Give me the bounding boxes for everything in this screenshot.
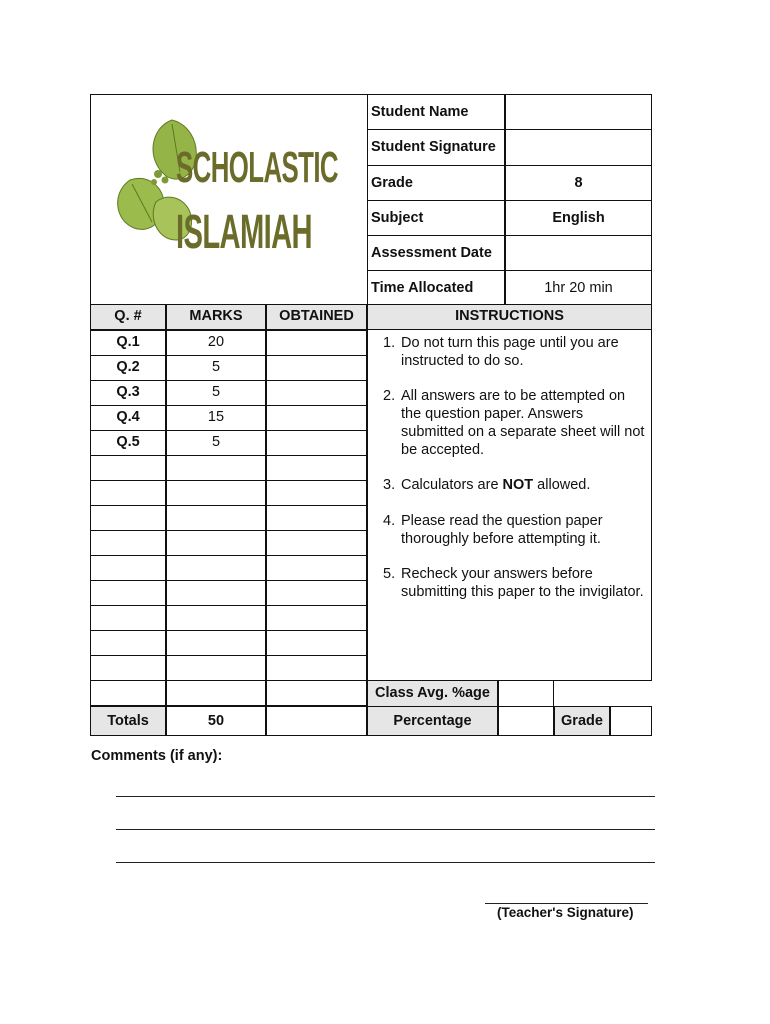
obtained-cell[interactable] bbox=[266, 655, 367, 681]
percentage-label: Percentage bbox=[393, 713, 472, 729]
marks-cell-text: 5 bbox=[211, 359, 221, 375]
obtained-cell[interactable] bbox=[266, 605, 367, 631]
info-label: Student Name bbox=[371, 104, 469, 120]
header-question-label: Q. # bbox=[114, 308, 142, 324]
instruction-item bbox=[383, 565, 648, 623]
instruction-text-before: Calculators are bbox=[401, 477, 503, 493]
instruction-number: 4. bbox=[383, 513, 396, 529]
obtained-cell[interactable] bbox=[266, 405, 367, 431]
question-cell-text: Q.5 bbox=[116, 434, 140, 450]
marks-cell-text: 5 bbox=[211, 434, 221, 450]
school-logo bbox=[110, 110, 350, 280]
question-cell bbox=[90, 630, 166, 656]
instruction-text: Do not turn this page until you are instructed to do so. bbox=[401, 335, 619, 369]
question-cell bbox=[90, 605, 166, 631]
instruction-number: 5. bbox=[383, 566, 396, 582]
instruction-text: All answers are to be attempted on the question paper. Answers submitted on a separate sheet will not be accepted. bbox=[401, 388, 645, 458]
teacher-signature-label: (Teacher's Signature) bbox=[497, 905, 634, 920]
percentage-value-cell[interactable] bbox=[498, 706, 554, 736]
question-cell-text: Q.4 bbox=[116, 409, 140, 425]
obtained-cell[interactable] bbox=[266, 430, 367, 456]
instruction-text bbox=[401, 476, 649, 494]
marks-cell bbox=[166, 655, 266, 681]
marks-cell bbox=[166, 580, 266, 606]
comments-label: Comments (if any): bbox=[91, 748, 223, 764]
instruction-item bbox=[383, 476, 648, 496]
marks-cell-text: 5 bbox=[211, 384, 221, 400]
instructions-box bbox=[367, 329, 652, 681]
instruction-text-bold: NOT bbox=[502, 477, 534, 493]
question-cell bbox=[90, 530, 166, 556]
instruction-text: Recheck your answers before submitting this paper to the invigilator. bbox=[401, 566, 644, 600]
marks-cell-text: 20 bbox=[207, 334, 225, 350]
instruction-text: Please read the question paper thoroughly before attempting it. bbox=[401, 513, 603, 547]
marks-cell bbox=[166, 455, 266, 481]
instruction-item bbox=[383, 387, 648, 463]
question-cell-text: Q.2 bbox=[116, 359, 140, 375]
obtained-cell[interactable] bbox=[266, 580, 367, 606]
marks-cell bbox=[166, 605, 266, 631]
obtained-cell[interactable] bbox=[266, 530, 367, 556]
info-value: 8 bbox=[574, 175, 583, 191]
instruction-number: 1. bbox=[383, 335, 396, 351]
marks-cell bbox=[166, 680, 266, 706]
info-value: English bbox=[552, 210, 605, 226]
marks-cell bbox=[166, 555, 266, 581]
obtained-cell[interactable] bbox=[266, 330, 367, 356]
comment-line[interactable] bbox=[116, 796, 655, 797]
info-label: Student Signature bbox=[371, 139, 496, 155]
info-value-cell[interactable] bbox=[505, 94, 652, 130]
question-cell bbox=[90, 480, 166, 506]
question-cell bbox=[90, 505, 166, 531]
info-value-cell[interactable] bbox=[505, 129, 652, 166]
marks-cell bbox=[166, 630, 266, 656]
class-avg-value-cell[interactable] bbox=[498, 680, 554, 707]
question-cell-text: Q.3 bbox=[116, 384, 140, 400]
instruction-text-after: allowed. bbox=[533, 477, 591, 493]
info-label: Assessment Date bbox=[371, 245, 492, 261]
obtained-cell[interactable] bbox=[266, 680, 367, 706]
comment-line[interactable] bbox=[116, 829, 655, 830]
comment-line[interactable] bbox=[116, 862, 655, 863]
totals-marks: 50 bbox=[207, 713, 225, 729]
grade-value-cell[interactable] bbox=[610, 706, 652, 736]
info-label: Subject bbox=[371, 210, 424, 226]
logo-line1: SCHOLASTIC bbox=[176, 143, 339, 192]
marks-cell bbox=[166, 480, 266, 506]
info-label: Grade bbox=[371, 175, 413, 191]
marks-cell bbox=[166, 530, 266, 556]
header-marks-label: MARKS bbox=[189, 308, 243, 324]
instructions-title: INSTRUCTIONS bbox=[455, 308, 564, 324]
question-cell bbox=[90, 680, 166, 706]
question-cell bbox=[90, 580, 166, 606]
grade-label: Grade bbox=[561, 713, 603, 729]
marks-cell bbox=[166, 505, 266, 531]
marks-cell-text: 15 bbox=[207, 409, 225, 425]
instruction-number: 2. bbox=[383, 388, 396, 404]
question-cell bbox=[90, 655, 166, 681]
question-cell-text: Q.1 bbox=[116, 334, 140, 350]
totals-label: Totals bbox=[107, 713, 149, 729]
instruction-item bbox=[383, 512, 648, 552]
obtained-cell[interactable] bbox=[266, 355, 367, 381]
teacher-signature-line[interactable] bbox=[485, 903, 648, 904]
obtained-cell[interactable] bbox=[266, 455, 367, 481]
obtained-cell[interactable] bbox=[266, 380, 367, 406]
obtained-cell[interactable] bbox=[266, 480, 367, 506]
obtained-cell[interactable] bbox=[266, 505, 367, 531]
instruction-item bbox=[383, 334, 648, 374]
instruction-number: 3. bbox=[383, 477, 396, 493]
info-value: 1hr 20 min bbox=[544, 280, 613, 296]
obtained-cell[interactable] bbox=[266, 555, 367, 581]
question-cell bbox=[90, 555, 166, 581]
totals-obtained-cell[interactable] bbox=[266, 706, 367, 736]
question-cell bbox=[90, 455, 166, 481]
header-obtained-label: OBTAINED bbox=[279, 308, 354, 324]
logo-line2: ISLAMIAH bbox=[176, 206, 312, 259]
obtained-cell[interactable] bbox=[266, 630, 367, 656]
info-label: Time Allocated bbox=[371, 280, 474, 296]
class-avg-label: Class Avg. %age bbox=[375, 685, 490, 701]
info-value-cell[interactable] bbox=[505, 235, 652, 271]
